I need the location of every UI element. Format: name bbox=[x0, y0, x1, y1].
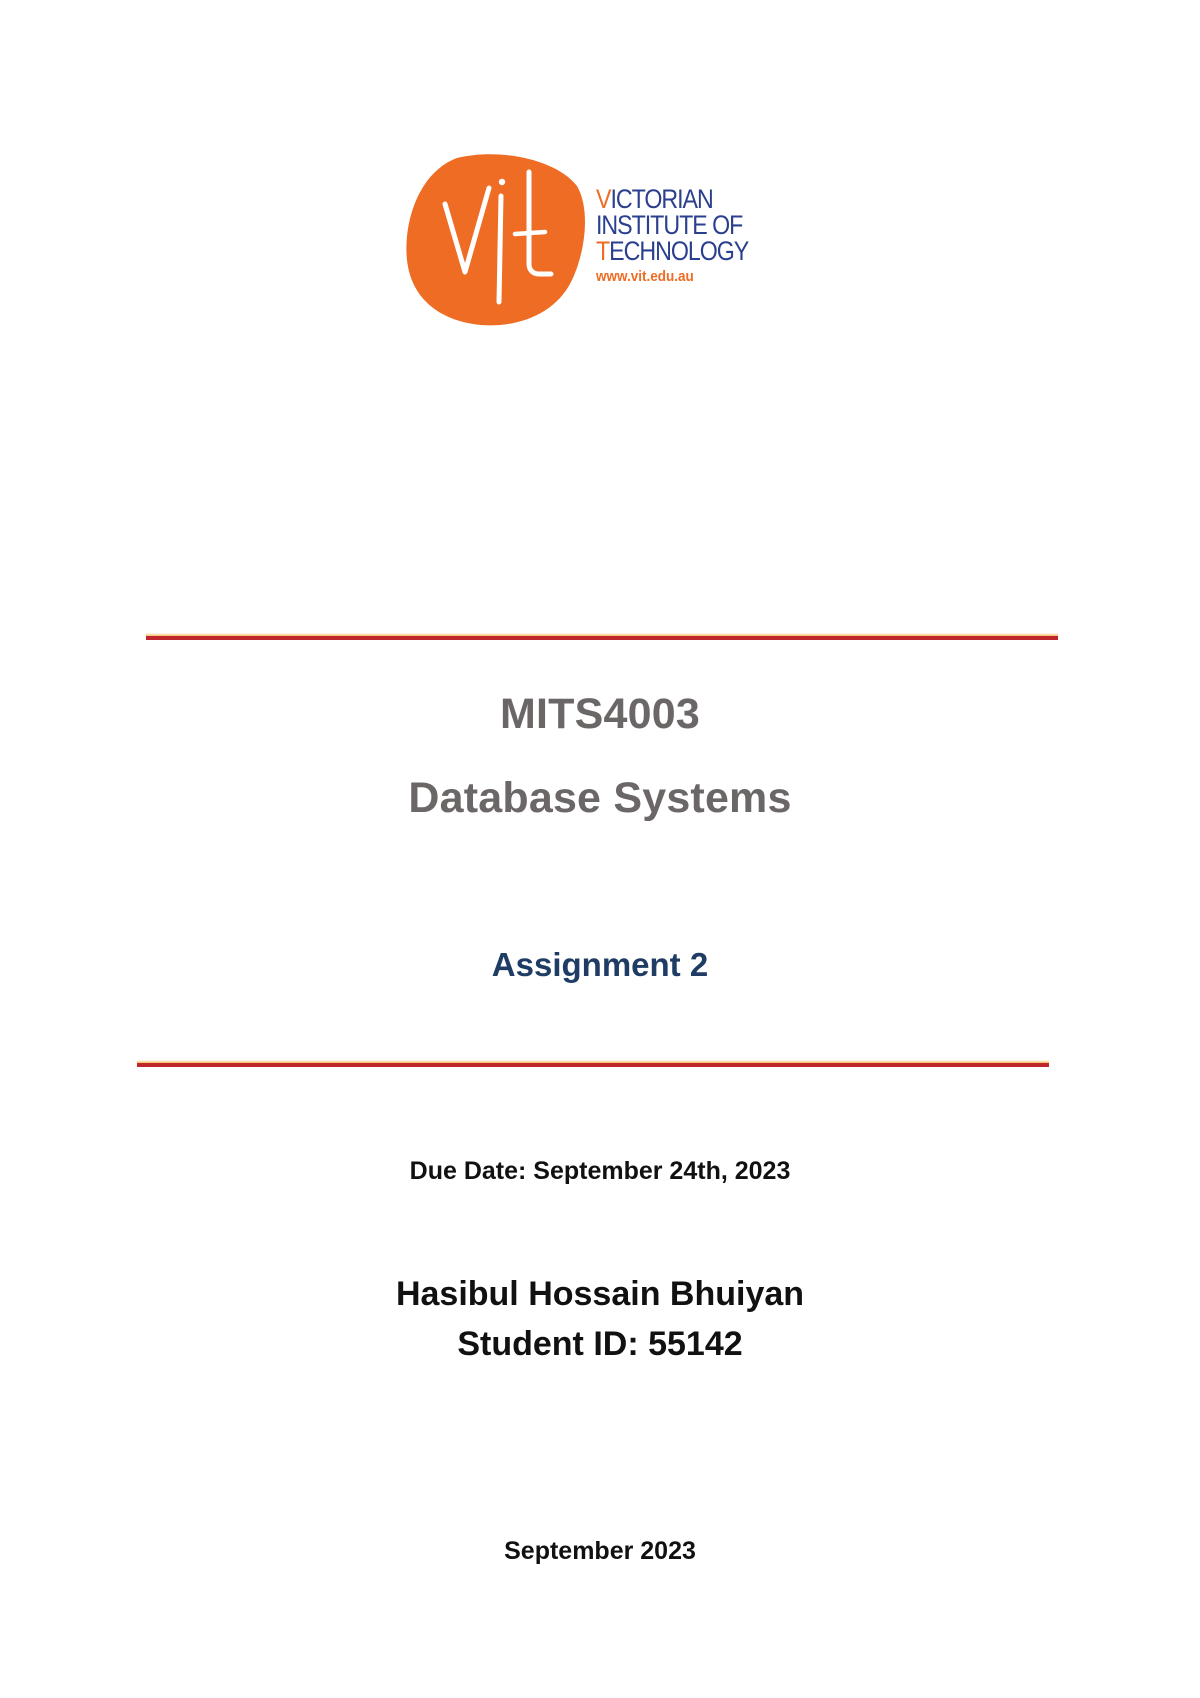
logo-url: www.vit.edu.au bbox=[596, 268, 694, 285]
logo-initial-v: V bbox=[596, 184, 611, 214]
vit-logo-mark bbox=[405, 152, 585, 327]
course-name: Database Systems bbox=[408, 774, 792, 822]
divider-top bbox=[146, 636, 1058, 640]
assignment-title: Assignment 2 bbox=[491, 946, 709, 983]
logo-line-victorian bbox=[596, 186, 742, 212]
logo-text-echnology: ECHNOLOGY bbox=[609, 236, 749, 266]
student-name: Hasibul Hossain Bhuiyan bbox=[395, 1275, 805, 1313]
footer-date: September 2023 bbox=[504, 1537, 696, 1565]
student-id: Student ID: 55142 bbox=[457, 1325, 743, 1363]
logo-initial-t: T bbox=[596, 236, 610, 266]
divider-bottom bbox=[137, 1063, 1049, 1067]
vit-logo bbox=[405, 152, 765, 327]
logo-line-institute: INSTITUTE OF bbox=[596, 210, 743, 240]
due-date: Due Date: September 24th, 2023 bbox=[409, 1157, 791, 1185]
logo-text-ictorian: ICTORIAN bbox=[610, 184, 713, 214]
logo-line-technology bbox=[596, 236, 749, 266]
logo-wordmark bbox=[596, 186, 766, 287]
course-code: MITS4003 bbox=[500, 690, 700, 738]
